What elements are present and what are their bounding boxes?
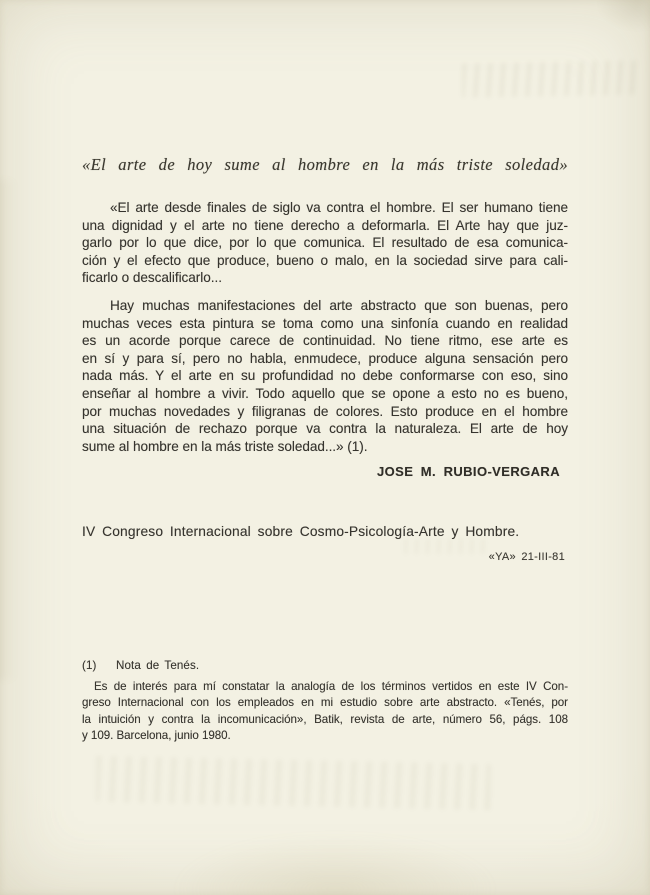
text-line: sume al hombre en la más triste soledad...» (1).	[82, 438, 368, 454]
author-name: JOSE M. RUBIO-VERGARA	[377, 464, 560, 479]
text-line: en sí y para sí, pero no habla, enmudece, produce alguna sensación pero	[82, 350, 568, 366]
show-through-mark	[96, 756, 491, 810]
scan-smudge	[596, 0, 650, 32]
quote-paragraph-2	[82, 297, 568, 455]
text-line: enseñar al hombre a vivir. Todo aquello que se opone a esto no es bueno,	[82, 385, 568, 401]
text-line: greso Internacional con los empleados en mi estudio sobre arte abstracto. «Tenés, por	[82, 696, 568, 710]
text-line: una dignidad y el arte no tiene derecho a deformarla. El Arte hay que juz-	[82, 217, 568, 233]
text-line: ción y el efecto que produce, bueno o malo, en la sociedad sirve para cali-	[82, 252, 568, 268]
scan-stain	[170, 833, 500, 895]
text-line: una situación de rechazo porque va contra la naturaleza. El arte de hoy	[82, 421, 568, 437]
text-line: es un acorde porque carece de continuidad. No tiene ritmo, ese arte es	[82, 333, 568, 349]
show-through-mark	[462, 60, 642, 97]
footnote-marker: (1)	[82, 659, 97, 672]
text-line: Hay muchas manifestaciones del arte abstracto que son buenas, pero	[110, 298, 568, 313]
text-line: muchas veces esta pintura se toma como una sinfonía cuando en realidad	[82, 315, 568, 331]
event-line: IV Congreso Internacional sobre Cosmo-Psicología-Arte y Hombre.	[82, 524, 520, 539]
footnote-heading-row	[82, 659, 568, 672]
text-line: y 109. Barcelona, junio 1980.	[82, 728, 231, 742]
quote-title-text: «El arte de hoy sume al hombre en la más triste soledad»	[82, 155, 568, 174]
text-line: garlo por lo que dice, por lo que comunica. El resultado de esa comunica-	[82, 235, 568, 251]
quote-title	[82, 154, 568, 176]
scan-shadow	[0, 180, 18, 680]
text-line: Es de interés para mí constatar la analogía de los términos vertidos en este IV Con-	[94, 680, 568, 693]
text-line: «El arte desde finales de siglo va contra el hombre. El ser humano tiene	[110, 200, 568, 215]
footnote-heading: Nota de Tenés.	[116, 659, 200, 672]
quote-paragraph-1	[82, 199, 568, 287]
source-citation: «YA» 21-III-81	[488, 551, 565, 563]
text-line: por muchas novedades y filigranas de colores. Esto produce en el hombre	[82, 403, 568, 419]
text-line: nada más. Y el arte en su profundidad no debe conformarse con eso, sino	[82, 368, 568, 384]
text-line: la intuición y contra la incomunicación», Batik, revista de arte, número 56, págs. 108	[82, 712, 568, 726]
text-line: ficarlo o descalificarlo...	[82, 270, 222, 286]
footnote-body	[82, 679, 568, 744]
